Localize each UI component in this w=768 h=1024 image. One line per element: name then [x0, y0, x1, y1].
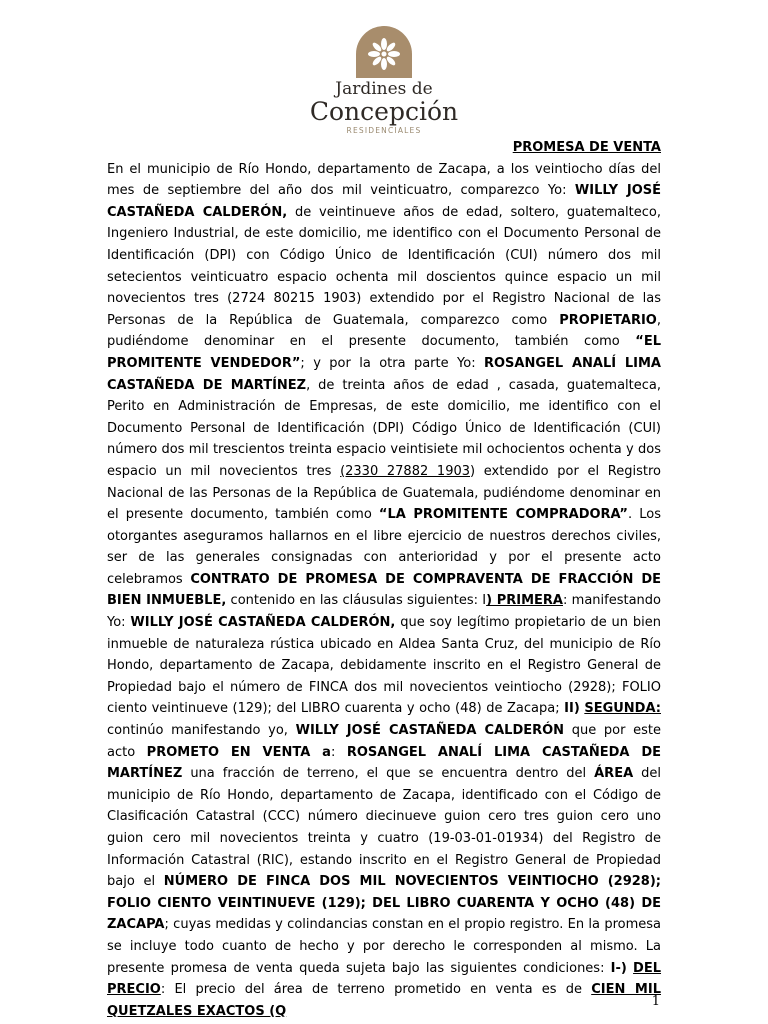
text-segment: . Los otorgantes aseguramos hallarnos en el libre ejercicio de nuestros derechos civiles, ser de las generales consignadas con anterioridad y por el presente acto celebramos	[107, 507, 661, 587]
text-segment: :	[330, 744, 347, 760]
document-body	[107, 137, 661, 1022]
buyer-name: ROSANGEL ANALÍ LIMA CASTAÑEDA DE MARTÍNEZ	[107, 744, 662, 782]
text-segment: ; y por la otra parte Yo:	[300, 355, 484, 371]
contract-type: CONTRATO DE PROMESA DE COMPRAVENTA DE FRACCIÓN DE BIEN INMUEBLE,	[107, 571, 661, 609]
buyer-cui-number: (2330 27882 1903	[340, 463, 471, 479]
text-segment: , de treinta años de edad , casada, guatemalteca, Perito en Administración de Empresas, de este domicilio, me identifico con el Documento Personal de Identificación (DPI) Código Único de Identificación (CUI) número dos mil trescientos treinta espacio veintisiete mil ochocientos ochenta y dos espacio un mil novecientos tres	[107, 377, 661, 479]
text-segment: de veintinueve años de edad, soltero, guatemalteco, Ingeniero Industrial, de este domicilio, me identifico con el Documento Personal de Identificación (DPI) con Código Único de Identificación (CUI) número dos mil setecientos veinticuatro espacio ochenta mil doscientos quince espacio un mil novecientos tres (2724 80215 1903) extendido por el Registro Nacional de las Personas de la República de Guatemala, comparezco como	[107, 204, 661, 328]
clause-second-heading: SEGUNDA:	[584, 701, 661, 717]
text-segment: del municipio de Río Hondo, departamento de Zacapa, identificado con el Código de Clasificación Catastral (CCC) número diecinueve guion cero tres guion cero uno guion cero mil novecientos treinta y cuatro (19-03-01-01934) del Registro de Información Catastral (RIC), estando inscrito en el Registro General de Propiedad bajo el	[107, 766, 661, 890]
role-buyer: “LA PROMITENTE COMPRADORA”	[378, 507, 628, 523]
text-segment: : manifestando Yo:	[107, 593, 661, 631]
area-word: ÁREA	[594, 766, 634, 782]
contract-paragraph	[107, 159, 661, 1023]
text-segment: , pudiéndome denominar en el presente documento, también como	[107, 312, 661, 350]
brand-name-line2: Concepción	[309, 97, 459, 126]
price-heading: DEL PRECIO	[107, 960, 662, 998]
role-seller: “EL PROMITENTE VENDEDOR”	[107, 334, 661, 371]
document-title: PROMESA DE VENTA	[512, 140, 661, 155]
brand-name-line1: Jardines de	[335, 79, 433, 99]
promise-phrase: PROMETO EN VENTA a	[146, 744, 331, 760]
leaf-ornament-icon	[352, 24, 416, 78]
clause-second-number: II)	[564, 701, 580, 717]
buyer-name: ROSANGEL ANALÍ LIMA CASTAÑEDA DE MARTÍNEZ	[107, 355, 661, 393]
text-segment: que soy legítimo propietario de un bien inmueble de naturaleza rústica ubicado en Aldea Santa Cruz, del municipio de Río Hondo, departamento de Zacapa, debidamente inscrito en el Registro General de Propiedad bajo el número de FINCA dos mil novecientos veintiocho (2928); FOLIO ciento veintinueve (129); del LIBRO cuarenta y ocho (48) de Zacapa;	[107, 615, 661, 717]
brand-subtitle: RESIDENCIALES	[346, 126, 422, 135]
page-number: 1	[651, 994, 660, 1009]
company-logo	[0, 24, 768, 135]
clause-first-heading: ) PRIMERA	[486, 593, 563, 609]
condition-number: I-)	[610, 960, 627, 976]
seller-name: WILLY JOSÉ CASTAÑEDA CALDERÓN,	[107, 183, 661, 220]
text-segment: una fracción de terreno, el que se encuentra dentro del	[182, 766, 595, 782]
text-segment: continúo manifestando yo,	[107, 723, 296, 739]
seller-name: WILLY JOSÉ CASTAÑEDA CALDERÓN	[295, 723, 565, 739]
registry-reference: NÚMERO DE FINCA DOS MIL NOVECIENTOS VEINTIOCHO (2928); FOLIO CIENTO VEINTINUEVE (129); DEL LIBRO CUARENTA Y OCHO (48) DE ZACAPA	[107, 874, 661, 933]
text-segment: contenido en las cláusulas siguientes: I	[226, 593, 487, 609]
role-owner: PROPIETARIO	[559, 312, 657, 328]
seller-name: WILLY JOSÉ CASTAÑEDA CALDERÓN,	[130, 615, 396, 631]
text-segment: En el municipio de Río Hondo, departamento de Zacapa, a los veintiocho días del mes de septiembre del año dos mil veinticuatro, comparezco Yo:	[107, 161, 661, 199]
text-segment: ; cuyas medidas y colindancias constan en el propio registro. En la promesa se incluye todo cuanto de hecho y por derecho le corresponden al mismo. La presente promesa de venta queda sujeta bajo las siguientes condiciones:	[107, 917, 661, 976]
price-amount: CIEN MIL QUETZALES EXACTOS (Q	[107, 982, 661, 1019]
text-segment: que por este acto	[107, 723, 661, 760]
text-segment: : El precio del área de terreno prometido en venta es de	[160, 982, 592, 998]
text-segment: ) extendido por el Registro Nacional de las Personas de la República de Guatemala, pudiéndome denominar en el presente documento, también como	[107, 463, 661, 523]
